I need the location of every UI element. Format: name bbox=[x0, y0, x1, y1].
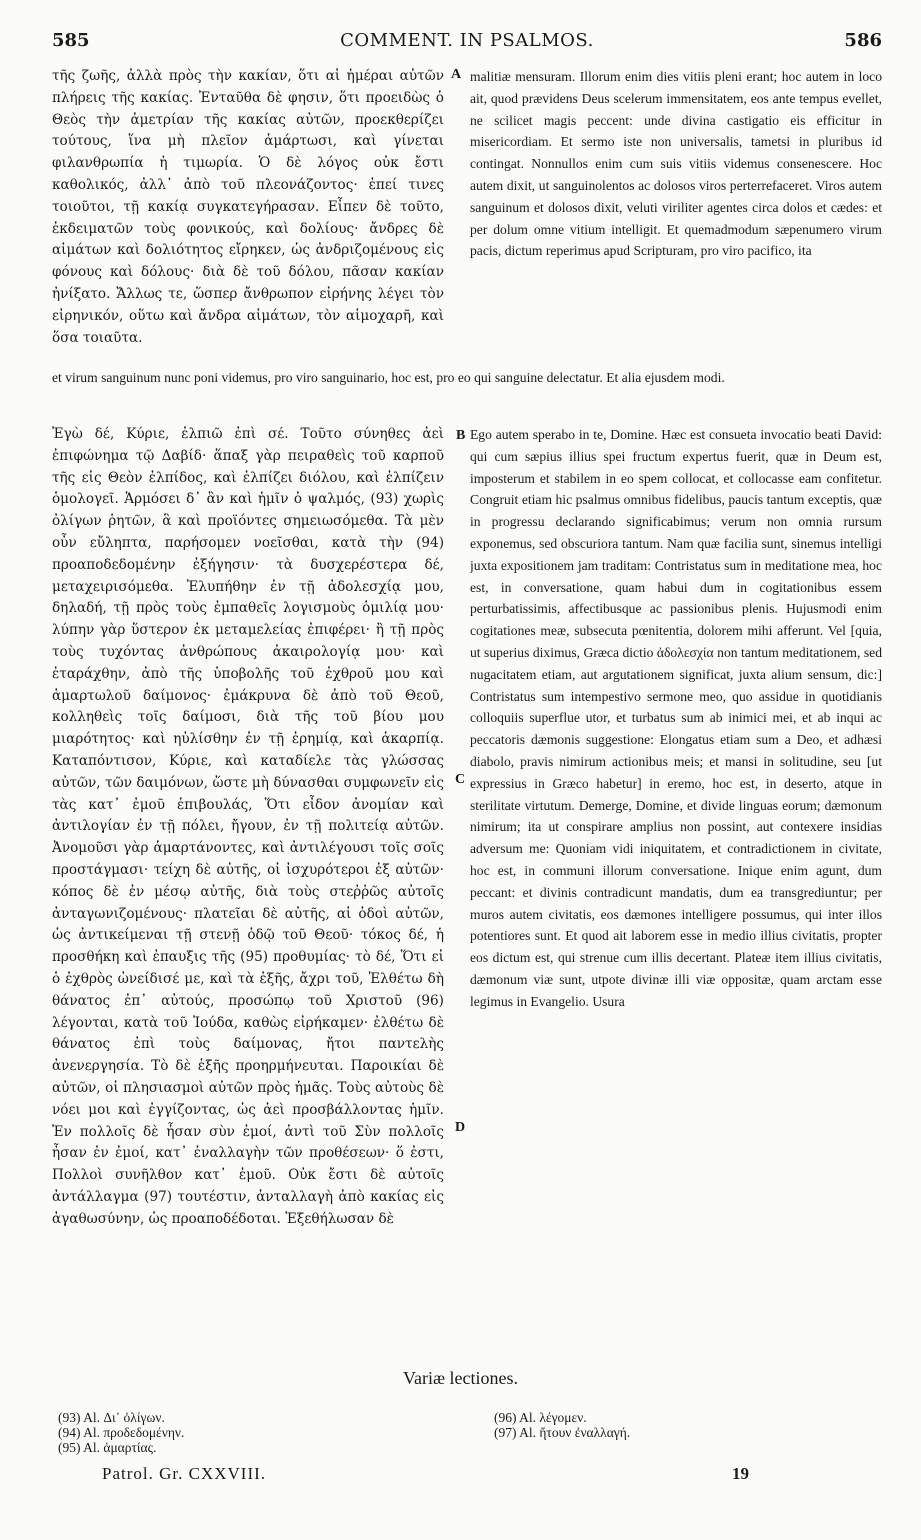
margin-letter-d: D bbox=[455, 1120, 466, 1135]
footnote-94: (94) Al. προδεδομένην. bbox=[58, 1425, 185, 1440]
greek-column-main bbox=[52, 424, 444, 1344]
running-title: COMMENT. IN PSALMOS. bbox=[340, 30, 594, 51]
greek-column-top bbox=[52, 66, 444, 366]
page-header bbox=[52, 30, 882, 56]
page-number-left: 585 bbox=[52, 30, 90, 51]
footnotes-right bbox=[494, 1410, 874, 1440]
latin-paragraph-top: malitiæ mensuram. Illorum enim dies vitiis pleni erant; hoc autem in loco ait, quod prævidens Deus scelerum immensitatem, eos ante tempus evellet, ne scilicet magis peccent: unde divina castigatio eis efficitur in misericordiam. Et sermo iste non universalis, tametsi in pluribus id contingat. Nonnullos enim cum suis vitiis videmus consenescere. Hoc autem dixit, ut sanguinolentos ac dolosos viros perterrefaceret. Viros autem sanguinum et dolosos dixit, veluti viriliter agentes circa dolos et cædes: et per dolum omne vitium intelligit. Et quemadmodum sæpenumero virum pacis, dictum reperimus apud Scripturam, pro viro pacifico, ita bbox=[470, 69, 882, 259]
latin-column-top bbox=[470, 66, 882, 366]
margin-letter-a: A bbox=[451, 67, 462, 82]
footnote-97: (97) Al. ἤτουν ἐναλλαγή. bbox=[494, 1425, 631, 1440]
footer-volume: Patrol. Gr. CXXVIII. bbox=[102, 1464, 267, 1483]
margin-letter-c: C bbox=[455, 772, 466, 787]
latin-fullwidth-line bbox=[52, 367, 882, 413]
page-number-right: 586 bbox=[844, 30, 882, 51]
footnote-96: (96) Al. λέγομεν. bbox=[494, 1410, 587, 1425]
greek-paragraph-top: τῆς ζωῆς, ἀλλὰ πρὸς τὴν κακίαν, ὅτι αἱ ἡμέραι αὐτῶν πλήρεις τῆς κακίας. Ἐνταῦθα δὲ φησιν, ὅτι προειδὼς ὁ Θεὸς τὴν ἀμετρίαν τῆς κακίας αὐτῶν, προεκθερίζει τούτους, ἵνα μὴ πλεῖον ἁμάρτωσι, καὶ γίνεται φιλανθρωπία ἡ τιμωρία. Ὁ δὲ λόγος οὐκ ἔστι καθολικός, ἀλλ᾽ ἀπὸ τοῦ πλεονάζοντος· ἐπεί τινες τοιοῦτοι, τῇ κακίᾳ συγκατεγήρασαν. Εἶπεν δὲ τοῦτο, ἐκδειματῶν τοὺς φονικούς, καὶ δολίους· ἄνδρες δὲ αἱμάτων καὶ δολιότητος εἴρηκεν, ὡς ἀνδριζομένους εἰς φόνους καὶ δόλους· διὰ δὲ τοῦ δόλου, πᾶσαν κακίαν ἠνίξατο. Ἄλλως τε, ὥσπερ ἄνθρωπον εἰρήνης λέγει τὸν εἰρηνικόν, οὕτω καὶ ἄνδρα αἱμάτων, τὸν αἱμοχαρῆ, καὶ ὅσα τοιαῦτα. bbox=[52, 68, 444, 346]
footer-signature: 19 bbox=[732, 1464, 749, 1483]
greek-paragraph-main: Ἐγὼ δέ, Κύριε, ἐλπιῶ ἐπὶ σέ. Τοῦτο σύνηθες ἀεὶ ἐπιφώνημα τῷ Δαβίδ· ἅπαξ γὰρ πειραθεὶς τοῦ καρποῦ τῆς εἰς Θεὸν ἐλπίδος, καὶ ἐλπίζει διόλου, καὶ ἐλπίζειν ὁμολογεῖ. Ἁρμόσει δ᾽ ἂν καὶ ἡμῖν ὁ ψαλμός, (93) χωρὶς ὀλίγων ῥητῶν, ἃ καὶ προϊόντες σημειωσόμεθα. Τὰ μὲν οὖν εὔληπτα, παρήσομεν νοεῖσθαι, κατὰ τὴν (94) προαποδεδομένην ἐξήγησιν· τὰ δυσχερέστερα δέ, μεταχειρισόμεθα. Ἐλυπήθην ἐν τῇ ἀδολεσχίᾳ μου, δηλαδή, τῇ πρὸς τοὺς ἐμπαθεῖς λογισμοὺς ὁμιλίᾳ μου· λύπην γὰρ ὕστερον ἐκ μεταμελείας ἐπιφέρει· ἢ τῇ πρὸς τοὺς τυχόντας ἀνθρώπους ἀκαιρολογίᾳ μου· καὶ ἐταράχθην, ἀπὸ τῆς ὑποβολῆς τοῦ ἐχθροῦ μου καὶ ἁμαρτωλοῦ δαίμονος· ἐμάκρυνα δὲ ἀπὸ τοῦ Θεοῦ, κολληθεὶς τοῖς δαίμοσι, διὰ τῆς τοῦ βίου μου μιαρότητος· καὶ ηὐλίσθην ἐν τῇ ἐρημίᾳ, καὶ ἀκαρπίᾳ. Καταπόντισον, Κύριε, καὶ καταδίελε τὰς γλώσσας αὐτῶν, τῶν δαιμόνων, ὥστε μὴ δύνασθαι συμφωνεῖν εἰς τὰς κατ᾽ ἐμοῦ ἐπιβουλάς, Ὅτι εἶδον ἀνομίαν καὶ ἀντιλογίαν ἐν τῇ πόλει, ἤγουν, ἐν τῇ πολιτείᾳ αὐτῶν. Ἀνομοῦσι γὰρ ἁμαρτάνοντες, καὶ ἀντιλέγουσι τοῖς σοῖς προστάγμασι· τείχη δὲ αὐτῆς, οἱ ἰσχυρότεροι ἐξ αὐτῶν· κόπος δὲ ἐν μέσῳ αὐτῆς, διὰ τοὺς στεῤῥῶς αὐτοῖς ἀνταγωνιζομένους· πλατεῖαι δὲ αὐτῆς, αἱ ὁδοὶ αὐτῶν, ὡς ἀντικείμεναι τῇ στενῇ ὁδῷ τοῦ Θεοῦ· τόκος δέ, ἡ προσθήκη καὶ ἐπαυξις τῆς (95) προθυμίας· τὸ δέ, Ὅτι εἰ ὁ ἐχθρὸς ὠνείδισέ με, καὶ τὰ ἑξῆς, ἄχρι τοῦ, Ἐλθέτω δὴ θάνατος ἐπ᾽ αὐτούς, προσώπῳ τοῦ Χριστοῦ (96) λέγονται, κατὰ τοῦ Ἰούδα, καθὼς εἰρήκαμεν· ἐλθέτω δὲ θάνατος ἐπὶ τοὺς δαίμονας, ἤτοι παντελὴς ἀνενεργησία. Τὸ δὲ ἑξῆς προηρμήνευται. Παροικίαι δὲ αὐτῶν, οἱ πλησιασμοὶ αὐτῶν πρὸς ἡμᾶς. Τοὺς αὐτοὺς δὲ νόει μοι καὶ ἐγγίζοντας, ὡς ἀεὶ προσβάλλοντας ἡμῖν. Ἐν πολλοῖς δὲ ἦσαν σὺν ἐμοί, ἀντὶ τοῦ Σὺν πολλοῖς ἦσαν ἐν ἐμοί, κατ᾽ ἐναλλαγὴν τῶν προθέσεων· ὅ ἐστι, Πολλοὶ συνῆλθον κατ᾽ ἐμοῦ. Οὐκ ἔστι δὲ αὐτοῖς ἀντάλλαγμα (97) τουτέστιν, ἀνταλλαγὴ ἀπὸ κακίας εἰς ἀγαθωσύνην, ὡς προαποδέδοται. Ἐξεθήλωσαν δὲ bbox=[52, 426, 444, 1227]
margin-letter-b: B bbox=[456, 428, 466, 443]
latin-column-main bbox=[470, 424, 882, 1344]
footnotes-left bbox=[58, 1410, 458, 1455]
latin-paragraph-main: Ego autem sperabo in te, Domine. Hæc est consueta invocatio beati David: qui cum sæpius illius spei fructum expertus fuerit, quæ in Deum est, imposterum et stabilem in eo spem collocat, et collocasse eam confitetur. Congruit etiam hic psalmus omnibus fidelibus, paucis tantum exceptis, quæ in progressu declarando significabimus; verum non omnia rursum exponemus, sed obscuriora tantum. Nam quæ facilia sunt, sinemus intelligi juxta expositionem jam traditam: Contristatus sum in meditatione mea, hoc est, in conversatione, quam habui dum in cogitationibus essem perturbatissimis, affectibusque ac passionibus plenis. Hujusmodi enim cogitationes meæ, subsecuta pœnitentia, dolorem mihi afferunt. Vel [quia, ut superius diximus, Græca dictio ἀδολεσχία non tantum meditationem, sed nugacitatem etiam, aut argutationem significat, juxta alium sensum, dic:] Contristatus sum intempestivo sermone meo, quo assidue in quotidianis colloquiis superflue utor, et turbatus sum ab inimici mei, et ab inqui ac peccatoris dæmonis suggestione: Elongatus etiam sum a Deo, et adhæsi diabolo, pravis nimirum actionibus meis; et mansi in solitudine, seu [ut expressius in Græco habetur] in eremo, hoc est, in deserto, atque in sterilitate virtutum. Demerge, Domine, et divide linguas eorum; dæmonum nimirum; ita ut conspirare amplius non possint, aut contexere insidias adversum me: Quoniam vidi iniquitatem, et contradictionem in civitate, hoc est, in communi illorum conversatione. Inique enim agunt, dum peccant: et divinis contradicunt mandatis, dum ea transgrediuntur; per muros autem civitatis, eos dæmones intelligere possumus, qui inter illos potentiores sunt. Et quod ait laborem esse in medio illius civitatis, propter eos dictum est, qui strenue cum illis decertant. Plateæ item illius civitatis, dæmonum viæ sunt, utpote divinæ illi viæ oppositæ, quam arctam esse legimus in Evangelio. Usura bbox=[470, 427, 882, 1009]
footnote-95: (95) Al. ἁμαρτίας. bbox=[58, 1440, 157, 1455]
variae-lectiones-heading: Variæ lectiones. bbox=[403, 1368, 518, 1388]
latin-paragraph-continuation: et virum sanguinum nunc poni videmus, pro viro sanguinario, hoc est, pro eo qui sanguine delectatur. Et alia ejusdem modi. bbox=[52, 370, 725, 385]
footnote-93: (93) Al. Δι᾽ ὀλίγων. bbox=[58, 1410, 165, 1425]
